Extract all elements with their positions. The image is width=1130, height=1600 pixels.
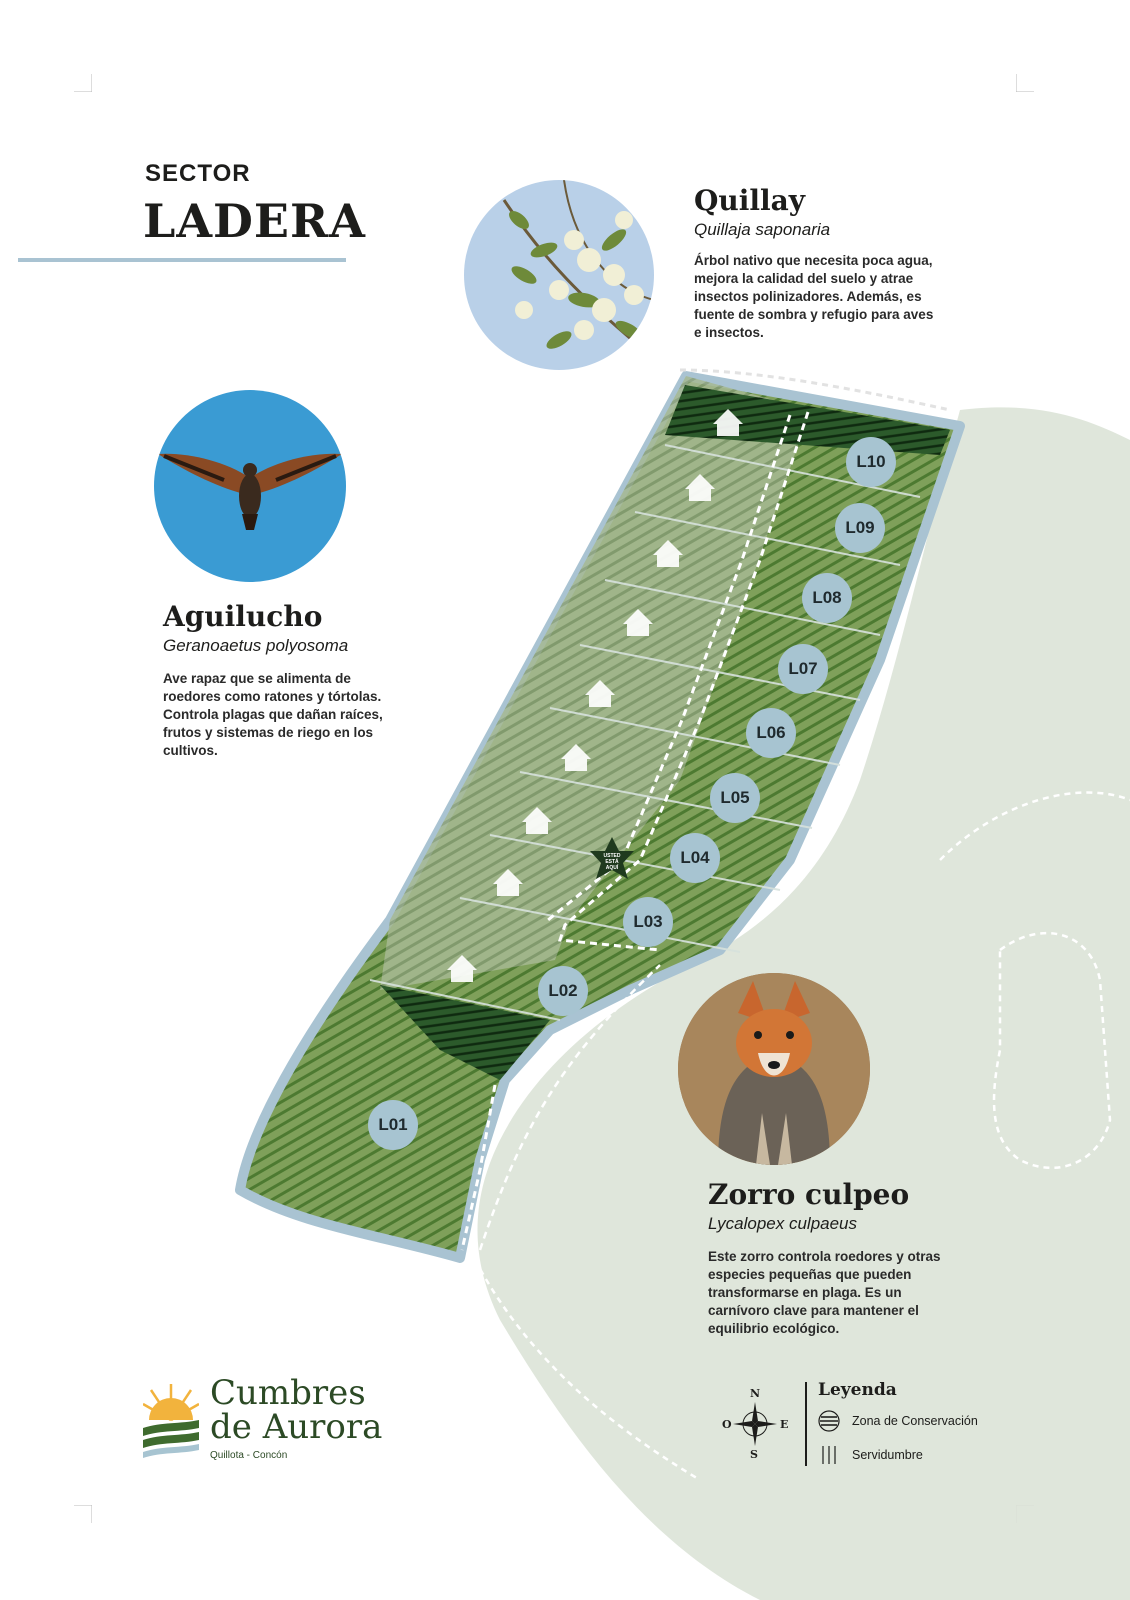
quillay-description: Árbol nativo que necesita poca agua, mejora la calidad del suelo y atrae insectos polinizadores. Además, es fuente de sombra y refugio para aves e insectos. <box>694 253 934 340</box>
brand-name-line-1: Cumbres <box>210 1373 366 1413</box>
legend-divider <box>805 1382 807 1466</box>
compass-east: E <box>780 1418 789 1431</box>
brand-name-line-2: de Aurora <box>210 1407 383 1447</box>
lot-badge-l06[interactable]: L06 <box>746 708 796 758</box>
legend-item-conservation <box>818 1410 978 1432</box>
compass-north: N <box>750 1387 761 1400</box>
zorro-scientific-name: Lycalopex culpaeus <box>708 1214 858 1233</box>
aguilucho-scientific-name: Geranoaetus polyosoma <box>163 636 349 655</box>
legend-item-servidumbre <box>818 1444 978 1466</box>
aguilucho-illustration <box>154 390 346 582</box>
lot-badge-l03[interactable]: L03 <box>623 897 673 947</box>
quillay-scientific-name: Quillaja saponaria <box>694 220 831 239</box>
legend-label-servidumbre: Servidumbre <box>852 1448 923 1462</box>
compass-south: S <box>750 1448 758 1461</box>
quillay-name: Quillay <box>694 184 806 217</box>
aguilucho-name: Aguilucho <box>163 600 323 633</box>
sector-name: LADERA <box>143 194 366 248</box>
conservation-hatch-icon <box>818 1410 840 1432</box>
zorro-description: Este zorro controla roedores y otras especies pequeñas que pueden transformarse en plaga. Es un carnívoro clave para mantener el equilibrio ecológico. <box>708 1249 941 1336</box>
legend-label-conservation: Zona de Conservación <box>852 1414 978 1428</box>
lot-badge-l10[interactable]: L10 <box>846 437 896 487</box>
lot-badge-l05[interactable]: L05 <box>710 773 760 823</box>
quillay-illustration <box>464 180 654 370</box>
zorro-info <box>708 1178 958 1338</box>
compass-rose-icon <box>733 1402 777 1446</box>
you-are-here-line-2: ESTÁ <box>605 859 619 865</box>
zorro-name: Zorro culpeo <box>708 1178 910 1211</box>
you-are-here-line-1: USTED <box>603 853 621 859</box>
quillay-info <box>694 184 944 342</box>
quillay-photo <box>464 180 654 370</box>
lot-badge-l08[interactable]: L08 <box>802 573 852 623</box>
brand-location: Quillota - Concón <box>210 1450 288 1461</box>
lot-badge-l01[interactable]: L01 <box>368 1100 418 1150</box>
aguilucho-info <box>163 600 403 760</box>
zorro-photo <box>678 973 870 1165</box>
you-are-here-line-3: AQUÍ <box>605 865 619 871</box>
lot-badge-l07[interactable]: L07 <box>778 644 828 694</box>
legend <box>818 1380 978 1466</box>
servidumbre-lines-icon <box>818 1444 840 1466</box>
legend-title: Leyenda <box>818 1380 897 1400</box>
aguilucho-photo <box>154 390 346 582</box>
sector-label: SECTOR <box>145 160 251 187</box>
cumbres-de-aurora-logo <box>143 1380 199 1464</box>
lot-badge-l02[interactable]: L02 <box>538 966 588 1016</box>
lot-badge-l09[interactable]: L09 <box>835 503 885 553</box>
zorro-illustration <box>678 973 870 1165</box>
lot-badge-l04[interactable]: L04 <box>670 833 720 883</box>
aguilucho-description: Ave rapaz que se alimenta de roedores como ratones y tórtolas. Controla plagas que dañan raíces, frutos y sistemas de riego en los cultivos. <box>163 671 383 758</box>
compass-west: O <box>722 1418 732 1431</box>
